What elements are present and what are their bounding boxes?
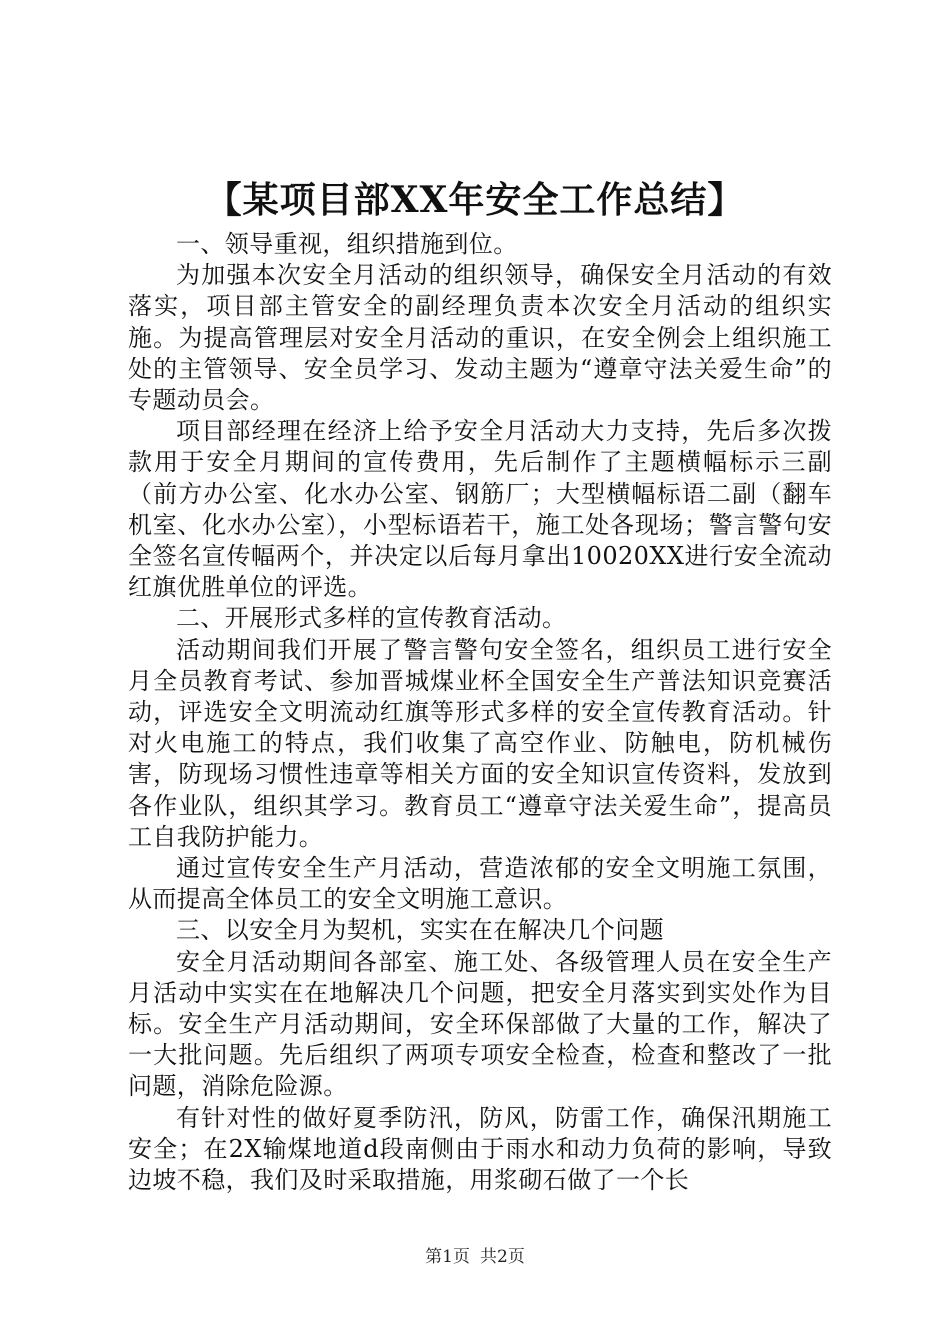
page-total: 共2页 [480, 1247, 525, 1267]
body-paragraph: 为加强本次安全月活动的组织领导，确保安全月活动的有效落实，项目部主管安全的副经理负责本次安全月活动的组织实施。为提高管理层对安全月活动的重识，在安全例会上组织施工处的主管领导、安全员学习、发动主题为“遵章守法关爱生命”的专题动员会。 [128, 261, 832, 415]
section-heading: 二、开展形式多样的宣传教育活动。 [176, 604, 567, 633]
document-body [128, 229, 832, 1196]
body-paragraph: 通过宣传安全生产月活动，营造浓郁的安全文明施工氛围，从而提高全体员工的安全文明施工意识。 [128, 854, 832, 914]
body-paragraph: 项目部经理在经济上给予安全月活动大力支持，先后多次拨款用于安全月期间的宣传费用，先后制作了主题横幅标示三副（前方办公室、化水办公室、钢筋厂；大型横幅标语二副（翻车机室、化水办公室），小型标语若干，施工处各现场；警言警句安全签名宣传幅两个，并决定以后每月拿出10020XX进行安全流动红旗优胜单位的评选。 [128, 417, 832, 602]
section-heading: 一、领导重视，组织措施到位。 [176, 230, 518, 258]
section-heading: 三、以安全月为契机，实实在在解决几个问题 [176, 916, 664, 945]
body-paragraph: 活动期间我们开展了警言警句安全签名，组织员工进行安全月全员教育考试、参加晋城煤业杯全国安全生产普法知识竞赛活动，评选安全文明流动红旗等形式多样的安全宣传教育活动。针对火电施工的特点，我们收集了高空作业、防触电，防机械伤害，防现场习惯性违章等相关方面的安全知识宣传资料，发放到各作业队，组织其学习。教育员工“遵章守法关爱生命”，提高员工自我防护能力。 [128, 635, 832, 851]
page-footer [0, 1246, 950, 1268]
document-title: 【某项目部XX年安全工作总结】 [205, 179, 745, 221]
page-number: 第1页 [425, 1247, 470, 1267]
body-paragraph: 安全月活动期间各部室、施工处、各级管理人员在安全生产月活动中实实在在地解决几个问题，把安全月落实到实处作为目标。安全生产月活动期间，安全环保部做了大量的工作，解决了一大批问题。先后组织了两项专项安全检查，检查和整改了一批问题，消除危险源。 [128, 947, 832, 1101]
body-paragraph: 有针对性的做好夏季防汛，防风，防雷工作，确保汛期施工安全；在2X输煤地道d段南侧由于雨水和动力负荷的影响，导致边坡不稳，我们及时采取措施，用浆砌石做了一个长 [128, 1103, 832, 1195]
